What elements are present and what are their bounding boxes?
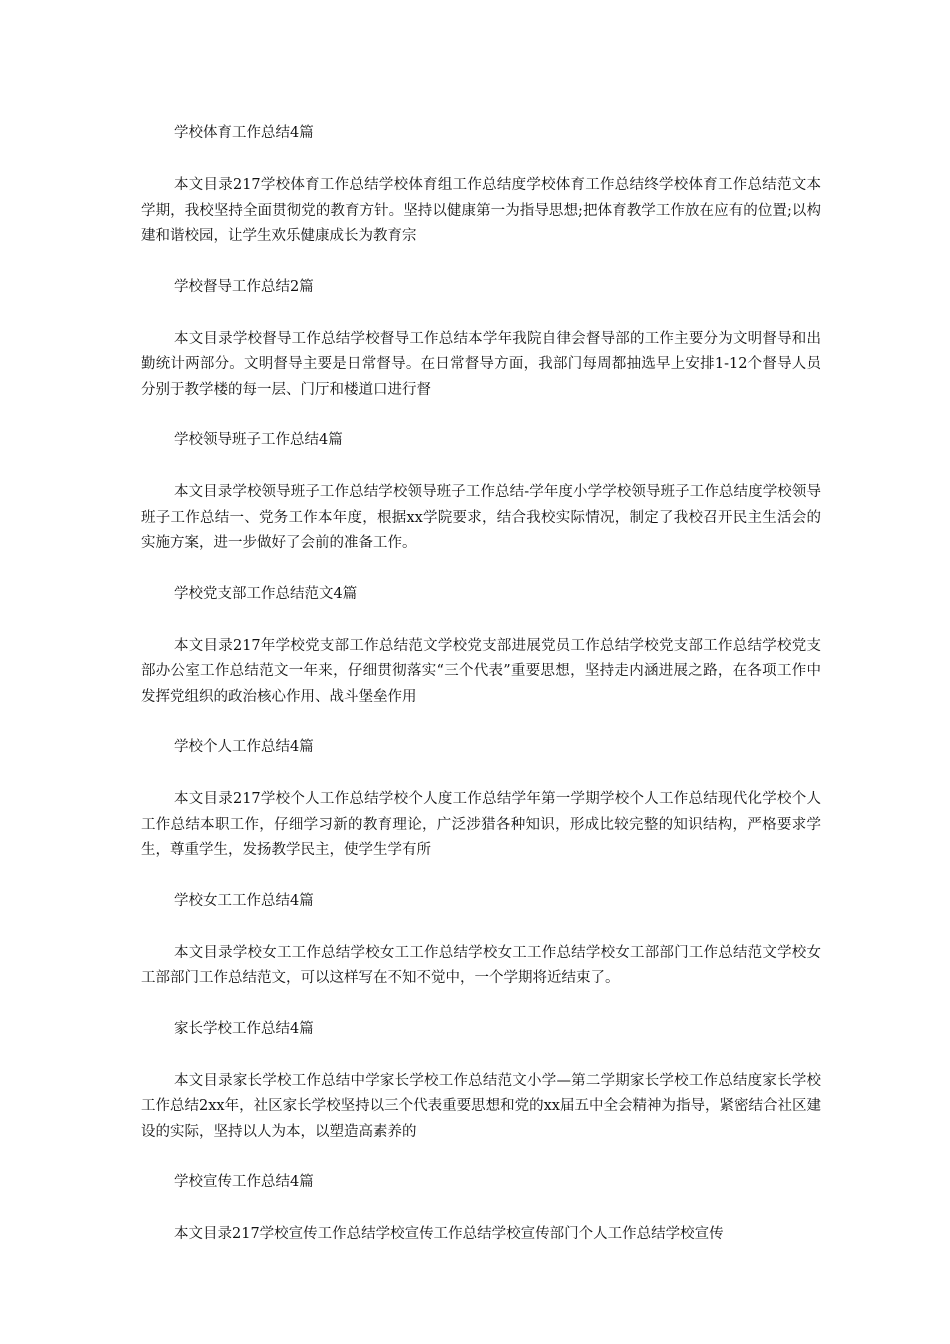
section-heading: 学校个人工作总结4篇 xyxy=(174,739,314,755)
section-heading: 学校督导工作总结2篇 xyxy=(174,278,314,295)
section-heading: 家长学校工作总结4篇 xyxy=(174,1020,314,1037)
section xyxy=(141,582,821,711)
section xyxy=(141,735,821,864)
section xyxy=(141,889,821,992)
section-body: 本文目录217年学校党支部工作总结范文学校党支部进展党员工作总结学校党支部工作总结学校党支部办公室工作总结范文一年来，仔细贯彻落实“三个代表”重要思想，坚持走内涵进展之路，在各项工作中发挥党组织的政治核心作用、战斗堡垒作用 xyxy=(141,637,821,705)
section xyxy=(141,121,821,250)
section-body: 本文目录家长学校工作总结中学家长学校工作总结范文小学—第二学期家长学校工作总结度家长学校工作总结2xx年，社区家长学校坚持以三个代表重要思想和党的xx届五中全会精神为指导，紧密结合社区建设的实际，坚持以人为本，以塑造高素养的 xyxy=(141,1072,821,1140)
section xyxy=(141,1017,821,1146)
section-body: 本文目录217学校个人工作总结学校个人度工作总结学年第一学期学校个人工作总结现代化学校个人工作总结本职工作，仔细学习新的教育理论，广泛涉猎各种知识，形成比较完整的知识结构，严格要求学生，尊重学生，发扬教学民主，使学生学有所 xyxy=(141,791,821,858)
section-heading: 学校女工工作总结4篇 xyxy=(174,892,314,909)
section-body: 本文目录学校女工工作总结学校女工工作总结学校女工工作总结学校女工部部门工作总结范文学校女工部部门工作总结范文，可以这样写在不知不觉中，一个学期将近结束了。 xyxy=(141,944,821,986)
section-heading: 学校宣传工作总结4篇 xyxy=(174,1174,314,1190)
section-body: 本文目录217学校宣传工作总结学校宣传工作总结学校宣传部门个人工作总结学校宣传 xyxy=(174,1226,724,1242)
section xyxy=(141,428,821,557)
section-body: 本文目录学校督导工作总结学校督导工作总结本学年我院自律会督导部的工作主要分为文明督导和出勤统计两部分。文明督导主要是日常督导。在日常督导方面，我部门每周都抽选早上安排1-12个督导人员分别于教学楼的每一层、门厅和楼道口进行督 xyxy=(141,330,821,398)
section xyxy=(141,275,821,404)
section-body: 本文目录217学校体育工作总结学校体育组工作总结度学校体育工作总结终学校体育工作总结范文本学期，我校坚持全面贯彻党的教育方针。坚持以健康第一为指导思想;把体育教学工作放在应有的位置;以构建和谐校园，让学生欢乐健康成长为教育宗 xyxy=(141,177,821,244)
section-heading: 学校领导班子工作总结4篇 xyxy=(174,432,343,448)
section-heading: 学校体育工作总结4篇 xyxy=(174,125,314,141)
section-heading: 学校党支部工作总结范文4篇 xyxy=(174,585,358,602)
document-content xyxy=(141,121,821,1273)
section xyxy=(141,1170,821,1248)
section-body: 本文目录学校领导班子工作总结学校领导班子工作总结-学年度小学学校领导班子工作总结度学校领导班子工作总结一、党务工作本年度，根据xx学院要求，结合我校实际情况，制定了我校召开民主生活会的实施方案，进一步做好了会前的准备工作。 xyxy=(141,484,821,551)
